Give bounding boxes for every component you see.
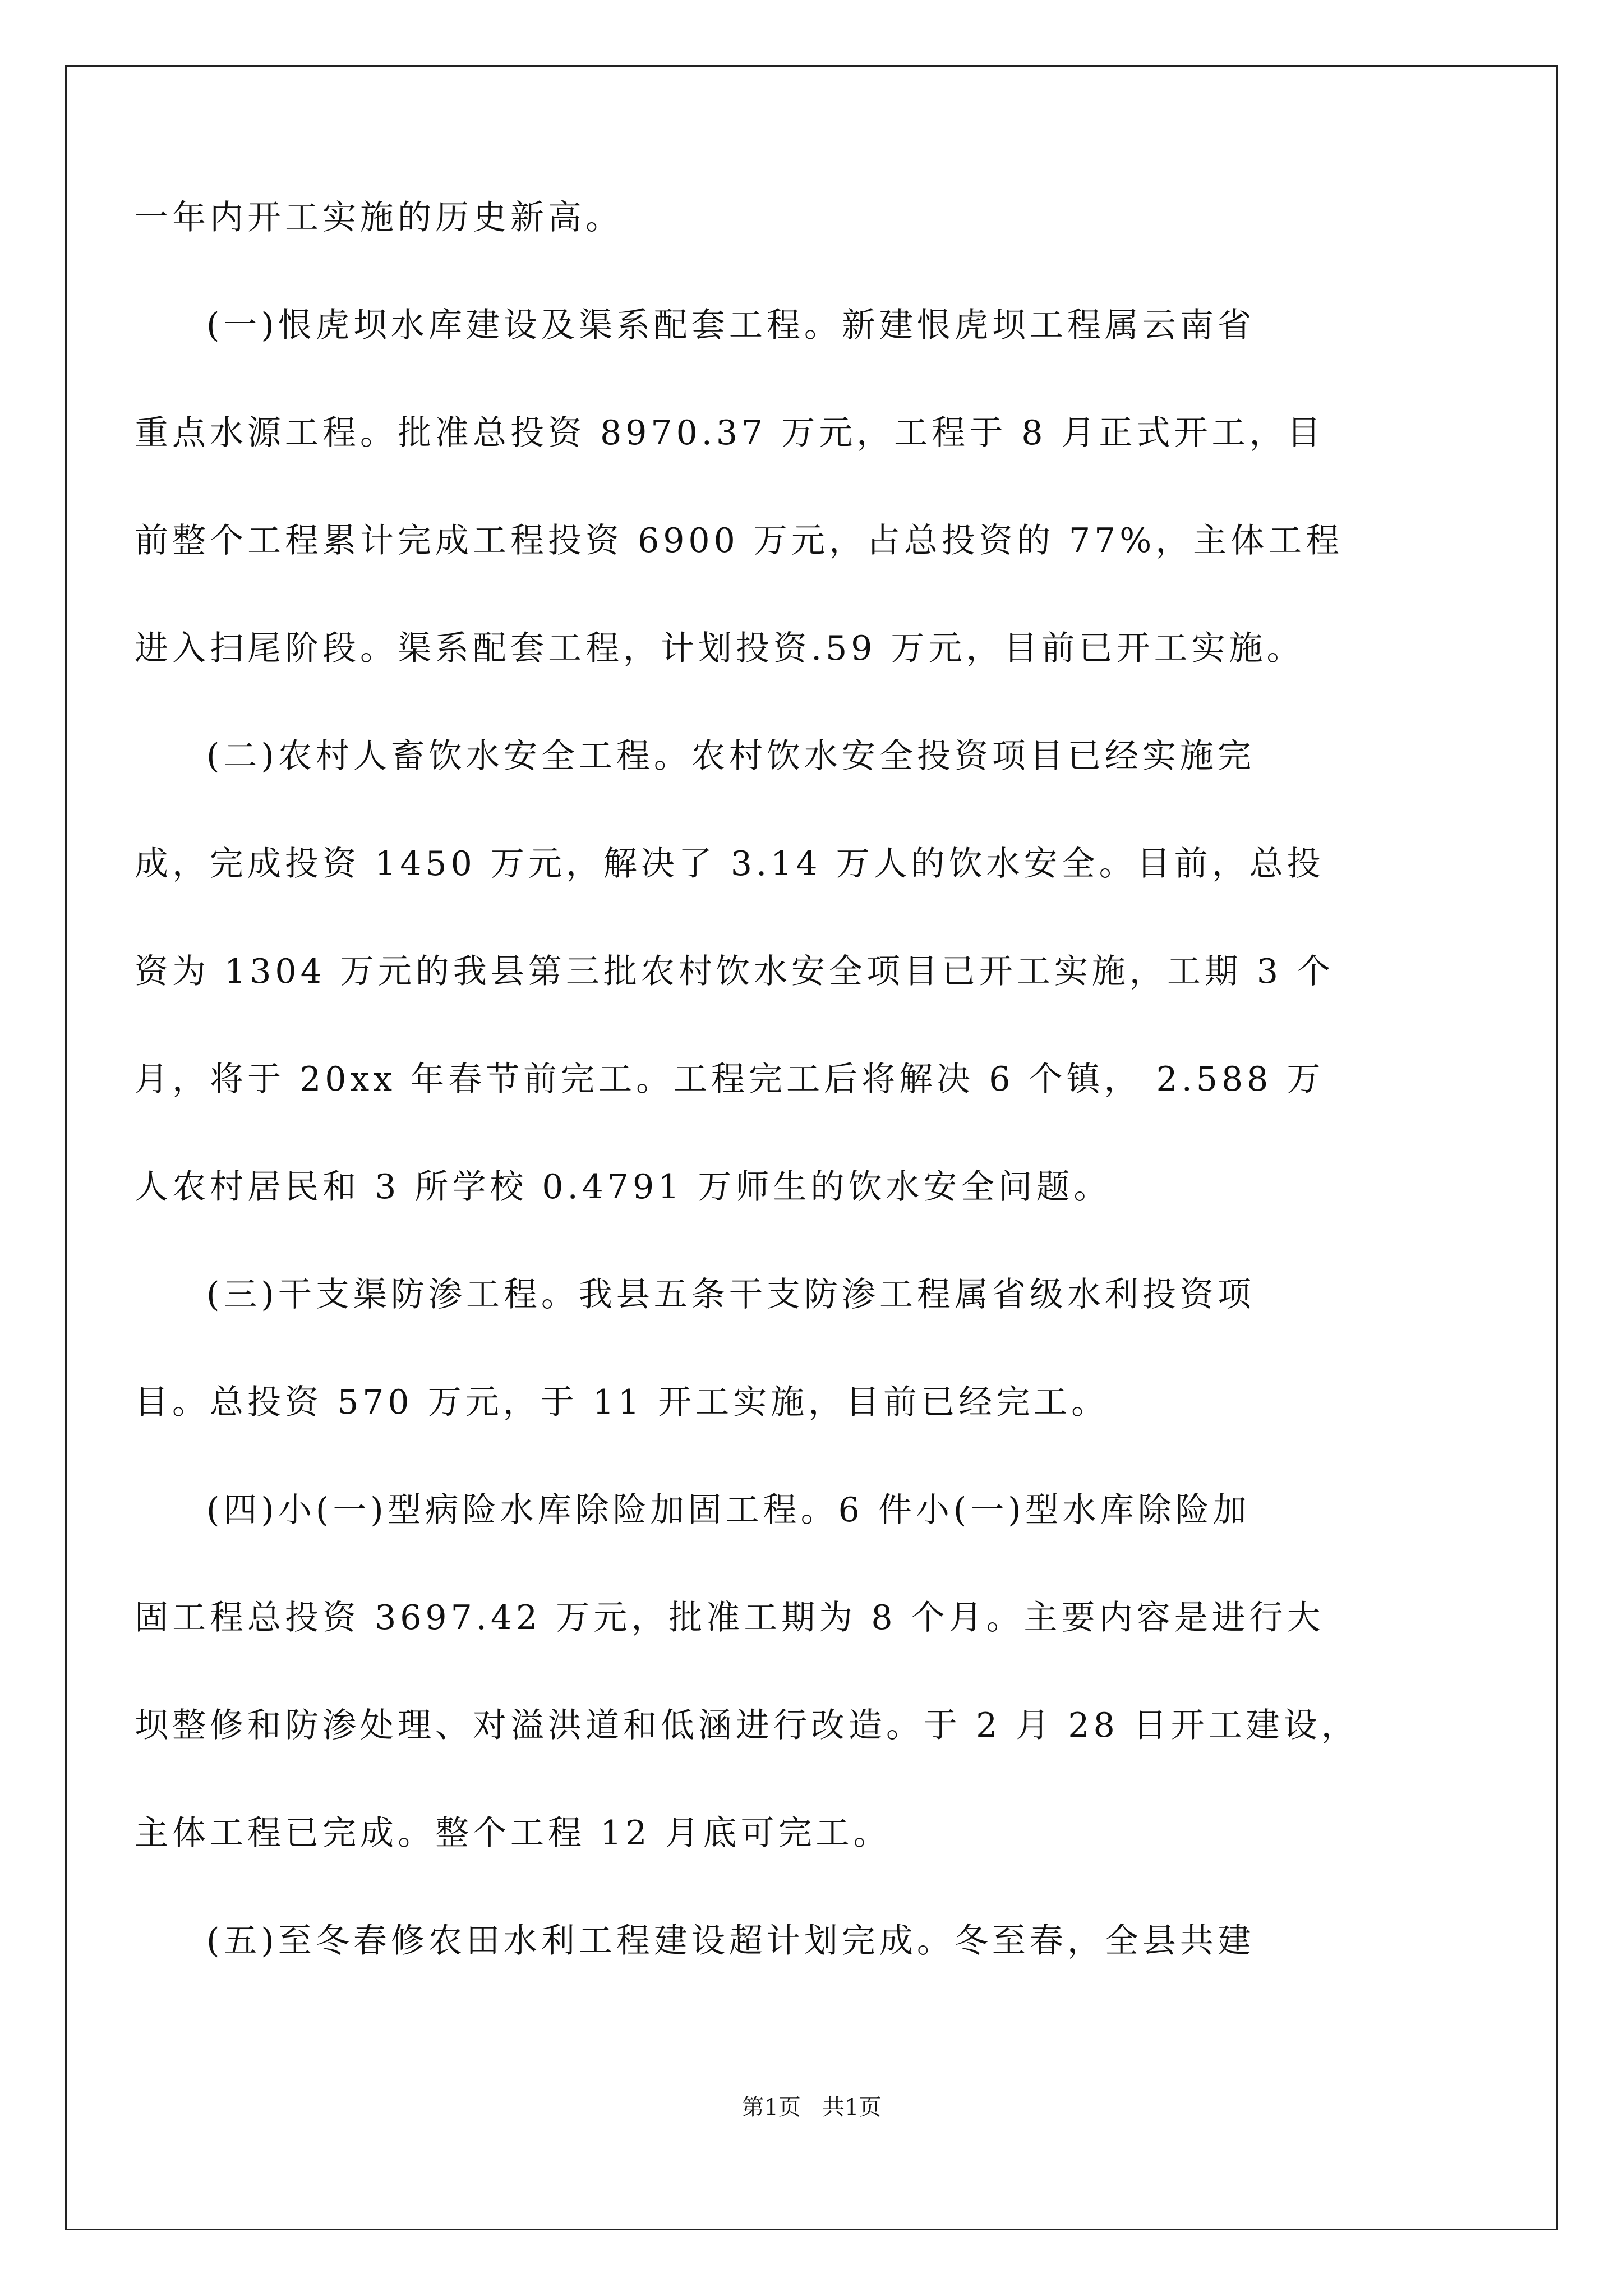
paragraph-1-line-4: 进入扫尾阶段。渠系配套工程，计划投资.59 万元，目前已开工实施。 (135, 629, 1304, 668)
paragraph-4-line-1: (四)小(一)型病险水库除险加固工程。6 件小(一)型水库除险加 (206, 1490, 1251, 1530)
body-line-1: 一年内开工实施的历史新高。 (135, 198, 623, 237)
paragraph-3-line-2: 目。总投资 570 万元，于 11 开工实施，目前已经完工。 (135, 1383, 1109, 1422)
paragraph-1-line-1: (一)恨虎坝水库建设及渠系配套工程。新建恨虎坝工程属云南省 (206, 306, 1255, 345)
document-body (135, 198, 1424, 2032)
paragraph-4-line-3: 坝整修和防渗处理、对溢洪道和低涵进行改造。于 2 月 28 日开工建设， (135, 1706, 1359, 1745)
paragraph-1-line-2: 重点水源工程。批准总投资 8970.37 万元，工程于 8 月正式开工，目 (135, 413, 1325, 453)
paragraph-2-line-2: 成，完成投资 1450 万元，解决了 3.14 万人的饮水安全。目前，总投 (135, 844, 1325, 884)
page-footer: 第1页 共1页 (741, 2095, 882, 2120)
paragraph-1-line-3: 前整个工程累计完成工程投资 6900 万元，占总投资的 77%，主体工程 (135, 521, 1344, 560)
paragraph-2-line-5: 人农村居民和 3 所学校 0.4791 万师生的饮水安全问题。 (135, 1167, 1112, 1207)
paragraph-4-line-2: 固工程总投资 3697.42 万元，批准工期为 8 个月。主要内容是进行大 (135, 1598, 1325, 1637)
paragraph-4-line-4: 主体工程已完成。整个工程 12 月底可完工。 (135, 1814, 891, 1853)
paragraph-2-line-1: (二)农村人畜饮水安全工程。农村饮水安全投资项目已经实施完 (206, 737, 1255, 776)
paragraph-5-line-1: (五)至冬春修农田水利工程建设超计划完成。冬至春，全县共建 (206, 1921, 1255, 1961)
paragraph-3-line-1: (三)干支渠防渗工程。我县五条干支防渗工程属省级水利投资项 (206, 1275, 1255, 1314)
paragraph-2-line-4: 月，将于 20xx 年春节前完工。工程完工后将解决 6 个镇， 2.588 万 (135, 1060, 1325, 1099)
paragraph-2-line-3: 资为 1304 万元的我县第三批农村饮水安全项目已开工实施，工期 3 个 (135, 952, 1335, 991)
